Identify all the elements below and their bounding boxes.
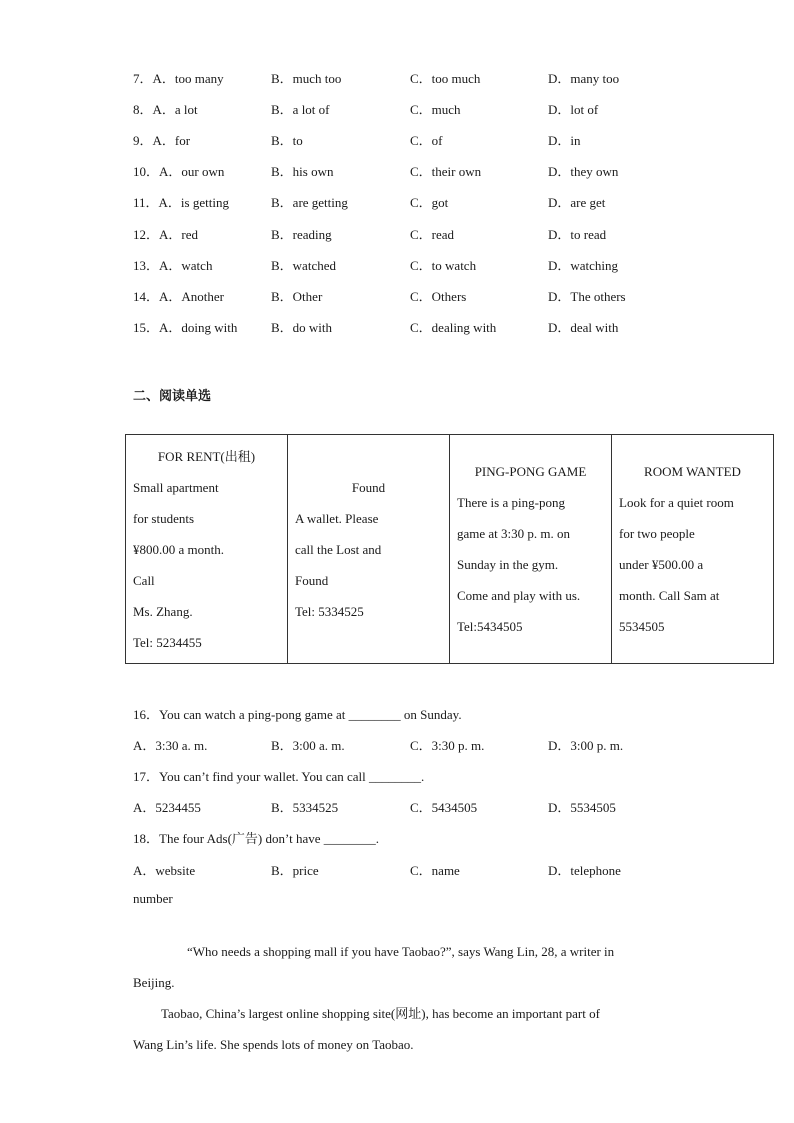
ad-line: game at 3:30 p. m. on: [457, 526, 571, 541]
option-a: 13．A．watch: [133, 258, 213, 273]
option-d: D．deal with: [548, 320, 619, 335]
question-row-13: [133, 255, 693, 273]
question-18-stem: 18．The four Ads(广告) don’t have ________.: [133, 831, 380, 846]
option-a: 8．A．a lot: [133, 102, 198, 117]
option-d: D．are get: [548, 195, 606, 210]
option-b: B．do with: [271, 320, 333, 335]
option-c: C．much: [410, 102, 461, 117]
ad-line: Small apartment: [133, 479, 219, 495]
option-d-continuation: number: [133, 891, 173, 906]
passage-paragraph-2: [133, 998, 663, 1060]
option-d: D．The others: [548, 289, 626, 304]
question-row-11: [133, 192, 693, 210]
option-a: 10．A．our own: [133, 164, 225, 179]
ad-line: Look for a quiet room: [619, 495, 734, 510]
option-c: C．read: [410, 227, 455, 242]
question-row-15: [133, 317, 693, 335]
option-b: B．a lot of: [271, 102, 330, 117]
option-d: D．3:00 p. m.: [548, 738, 624, 753]
option-d: D．many too: [548, 71, 620, 86]
question-row-9: [133, 130, 693, 148]
ad-found: [288, 435, 450, 664]
passage-line: Taobao, China’s largest online shopping site(网址), has become an important part of: [161, 1006, 600, 1021]
option-a: 12．A．red: [133, 227, 199, 242]
question-17-options: [133, 797, 693, 815]
option-b: B．price: [271, 863, 319, 878]
ad-title: FOR RENT(出租): [157, 448, 256, 464]
ad-line: for two people: [619, 526, 695, 541]
option-d: D．lot of: [548, 102, 599, 117]
option-a: A．3:30 a. m.: [133, 738, 208, 753]
option-d: D．5534505: [548, 800, 616, 815]
option-d: D．watching: [548, 258, 619, 273]
option-b: B．5334525: [271, 800, 339, 815]
ad-title: Found: [351, 479, 386, 495]
option-a: A．website: [133, 863, 196, 878]
ad-line: Tel:5434505: [457, 619, 523, 634]
option-c: C．to watch: [410, 258, 477, 273]
ad-line: Tel: 5234455: [133, 634, 202, 650]
option-a: 14．A．Another: [133, 289, 225, 304]
question-18-options: [133, 860, 693, 878]
ad-for-rent: [126, 435, 288, 664]
ad-line: call the Lost and: [295, 541, 382, 557]
ad-line: Found: [295, 572, 329, 588]
question-row-12: [133, 224, 693, 242]
option-c: C．5434505: [410, 800, 478, 815]
section-title: 二、阅读单选: [133, 389, 212, 404]
option-b: B．to: [271, 133, 303, 148]
ad-line: Tel: 5334525: [295, 603, 364, 619]
option-b: B．much too: [271, 71, 342, 86]
option-c: C．got: [410, 195, 449, 210]
option-a: 9．A．for: [133, 133, 191, 148]
option-a: 15．A．doing with: [133, 320, 238, 335]
ad-line: Call: [133, 572, 155, 588]
option-c: C．their own: [410, 164, 482, 179]
option-b: B．reading: [271, 227, 332, 242]
option-c: C．3:30 p. m.: [410, 738, 485, 753]
passage-line: Beijing.: [133, 975, 175, 990]
option-b: B．Other: [271, 289, 323, 304]
question-row-7: [133, 68, 693, 86]
question-16-stem: 16．You can watch a ping-pong game at ________ on Sunday.: [133, 707, 462, 722]
passage-line: Wang Lin’s life. She spends lots of money on Taobao.: [133, 1037, 414, 1052]
question-row-14: [133, 286, 693, 304]
option-c: C．of: [410, 133, 443, 148]
option-d: D．in: [548, 133, 581, 148]
ad-line: under ¥500.00 a: [619, 557, 704, 572]
question-row-8: [133, 99, 693, 117]
option-c: C．dealing with: [410, 320, 497, 335]
ad-title: PING-PONG GAME: [474, 464, 587, 479]
option-b: B．his own: [271, 164, 334, 179]
ad-ping-pong: [450, 435, 612, 664]
option-b: B．watched: [271, 258, 336, 273]
passage-paragraph-1: [133, 936, 663, 998]
question-row-10: [133, 161, 693, 179]
option-c: C．name: [410, 863, 460, 878]
option-a: A．5234455: [133, 800, 201, 815]
ad-line: A wallet. Please: [295, 510, 379, 526]
ad-room-wanted: [612, 435, 774, 664]
option-d: D．to read: [548, 227, 607, 242]
ad-line: 5534505: [619, 619, 665, 634]
ad-line: ¥800.00 a month.: [133, 541, 224, 557]
ad-line: Come and play with us.: [457, 588, 581, 603]
option-c: C．too much: [410, 71, 481, 86]
option-b: B．are getting: [271, 195, 348, 210]
option-d: D．telephone: [548, 863, 621, 878]
question-17-stem: 17．You can’t find your wallet. You can call ________.: [133, 769, 425, 784]
ad-line: for students: [133, 510, 195, 526]
ad-line: Ms. Zhang.: [133, 603, 193, 619]
option-a: 11．A．is getting: [133, 195, 229, 210]
option-d: D．they own: [548, 164, 619, 179]
passage-line: “Who needs a shopping mall if you have Taobao?”, says Wang Lin, 28, a writer in: [187, 944, 615, 959]
option-a: 7．A．too many: [133, 71, 224, 86]
ad-title: ROOM WANTED: [644, 464, 741, 479]
question-16-options: [133, 735, 693, 753]
option-b: B．3:00 a. m.: [271, 738, 345, 753]
ad-line: month. Call Sam at: [619, 588, 720, 603]
ad-line: Sunday in the gym.: [457, 557, 559, 572]
ads-table: [125, 434, 774, 664]
option-c: C．Others: [410, 289, 467, 304]
ad-line: There is a ping-pong: [457, 495, 565, 510]
